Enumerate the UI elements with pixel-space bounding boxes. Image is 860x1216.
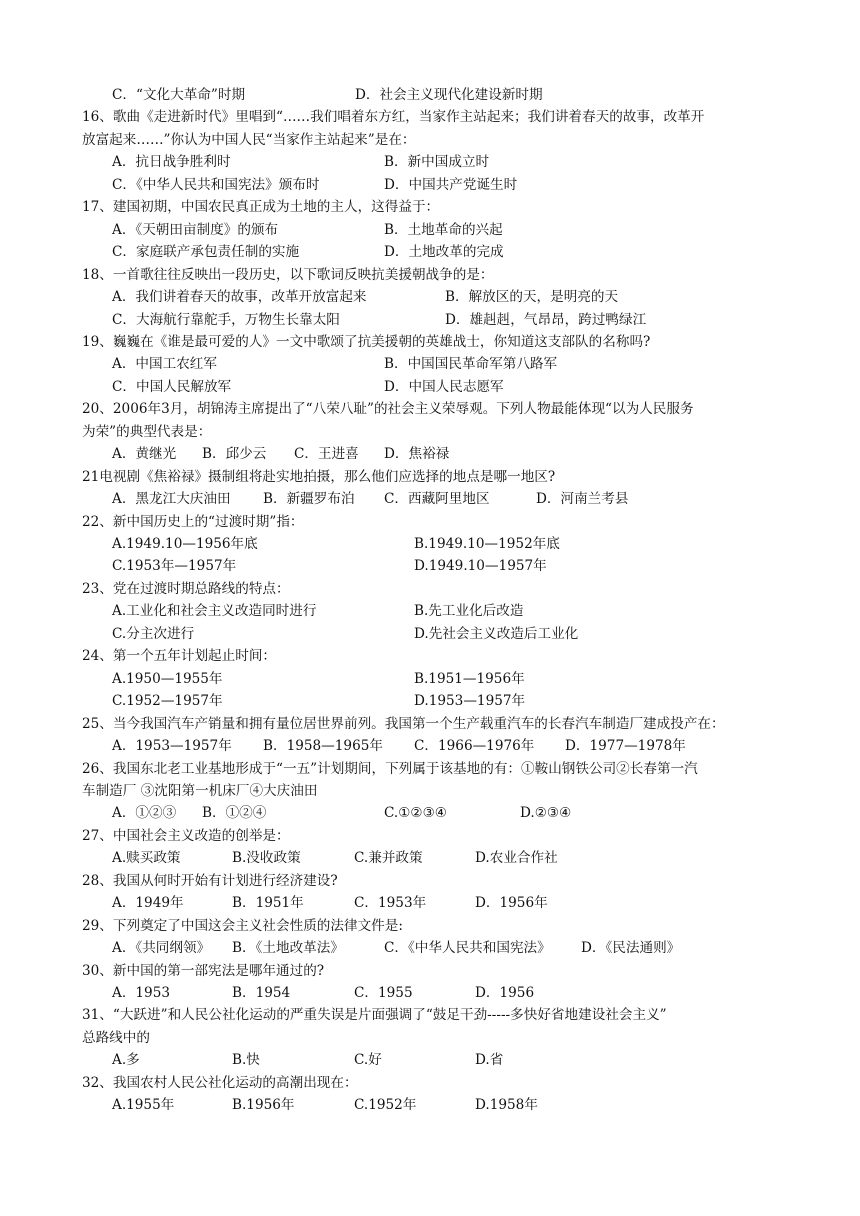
question-text: 22、新中国历史上的“过渡时期”指： xyxy=(82,513,304,530)
answer-option: B.1956年 xyxy=(232,1097,295,1114)
answer-option: A．我们讲着春天的故事，改革开放富起来 xyxy=(112,289,367,306)
answer-option: C.1952年 xyxy=(354,1097,417,1114)
answer-options-row xyxy=(112,892,812,914)
answer-option: D．1956年 xyxy=(475,895,548,912)
answer-option: A．黑龙江大庆油田 xyxy=(112,491,231,508)
answer-option: B.先工业化后改造 xyxy=(414,603,524,620)
answer-option: C.1952—1957年 xyxy=(112,693,223,710)
answer-option: D.省 xyxy=(475,1052,504,1069)
question-text: 16、歌曲《走进新时代》里唱到“……我们唱着东方红，当家作主站起来；我们讲着春天的故事，改革开 xyxy=(82,109,705,126)
answer-options-row xyxy=(112,802,812,824)
answer-options-row xyxy=(112,1049,812,1071)
answer-option: D.农业合作社 xyxy=(475,850,558,867)
answer-options-row xyxy=(112,982,812,1004)
answer-option: B．土地革命的兴起 xyxy=(384,221,503,238)
question-text: 18、一首歌往往反映出一段历史，以下歌词反映抗美援朝战争的是： xyxy=(82,266,494,283)
question-text: 21电视剧《焦裕禄》摄制组将赴实地拍摄，那么他们应选择的地点是哪一地区? xyxy=(82,468,556,485)
answer-option: C．大海航行靠舵手，万物生长靠太阳 xyxy=(112,311,340,328)
answer-option: C．西藏阿里地区 xyxy=(384,491,490,508)
answer-option: B.快 xyxy=(232,1052,260,1069)
answer-options-row xyxy=(112,241,812,263)
answer-options-row xyxy=(112,555,812,577)
answer-options-row xyxy=(112,443,812,465)
question-text: 28、我国从何时开始有计划进行经济建设? xyxy=(82,872,338,889)
answer-option: A．1949年 xyxy=(112,895,184,912)
answer-options-row xyxy=(112,286,812,308)
answer-option: C．王进喜 xyxy=(294,446,359,463)
answer-option: C．1966—1976年 xyxy=(414,738,535,755)
answer-option: D.1953—1957年 xyxy=(414,693,526,710)
answer-option: B．邱少云 xyxy=(202,446,267,463)
answer-options-row xyxy=(112,174,812,196)
answer-options-row xyxy=(112,1094,812,1116)
answer-option: B．1958—1965年 xyxy=(263,738,383,755)
answer-option: D.1958年 xyxy=(475,1097,538,1114)
answer-option: A．《天朝田亩制度》的颁布 xyxy=(112,221,279,238)
answer-option: D．土地改革的完成 xyxy=(384,244,504,261)
answer-option: A．中国工农红军 xyxy=(112,356,217,373)
answer-option: D.②③④ xyxy=(520,805,572,822)
answer-options-row xyxy=(112,151,812,173)
answer-option: D.先社会主义改造后工业化 xyxy=(414,625,579,642)
answer-option: D．1956 xyxy=(475,985,535,1001)
answer-option: A．黄继光 xyxy=(112,446,177,463)
answer-option: C．中国人民解放军 xyxy=(112,378,232,395)
answer-options-row xyxy=(112,668,812,690)
answer-option: C．《中华人民共和国宪法》 xyxy=(384,940,551,957)
question-text: 车制造厂 ③沈阳第一机床厂④大庆油田 xyxy=(82,782,318,799)
answer-options-row xyxy=(112,84,812,106)
answer-option: A.工业化和社会主义改造同时进行 xyxy=(112,603,317,620)
answer-option: B．中国国民革命军第八路军 xyxy=(384,356,558,373)
answer-option: C.兼并政策 xyxy=(354,850,423,867)
answer-option: C.好 xyxy=(354,1052,382,1069)
answer-option: B．新中国成立时 xyxy=(384,154,490,171)
question-text: 29、下列奠定了中国这会主义社会性质的法律文件是: xyxy=(82,917,403,934)
answer-options-row xyxy=(112,600,812,622)
answer-options-row xyxy=(112,623,812,645)
answer-option: C.①②③④ xyxy=(384,805,447,822)
question-text: 放富起来……”你认为中国人民“当家作主站起来”是在： xyxy=(82,131,416,148)
answer-option: C．1953年 xyxy=(354,895,427,912)
answer-option: B．新疆罗布泊 xyxy=(263,491,355,508)
question-text: 31、“大跃进”和人民公社化运动的严重失误是片面强调了“鼓足干劲-----多快好省地建设社会主义” xyxy=(82,1007,667,1024)
answer-option: D．焦裕禄 xyxy=(384,446,450,463)
answer-option: C．“文化大革命”时期 xyxy=(112,87,246,103)
answer-options-row xyxy=(112,488,812,510)
answer-option: A．1953 xyxy=(112,985,171,1001)
answer-option: B．1951年 xyxy=(232,895,304,912)
question-text: 23、党在过渡时期总路线的特点： xyxy=(82,580,290,597)
answer-option: B.没收政策 xyxy=(232,850,301,867)
answer-option: A．①②③ xyxy=(112,805,177,822)
answer-option: B.1949.10—1952年底 xyxy=(414,536,560,552)
question-text: 为荣”的典型代表是： xyxy=(82,423,212,440)
question-text: 26、我国东北老工业基地形成于“一五”计划期间，下列属于该基地的有：①鞍山钢铁公司②长春第一汽 xyxy=(82,760,698,777)
question-text: 25、当今我国汽车产销量和拥有量位居世界前列。我国第一个生产载重汽车的长春汽车制造厂建成投产在： xyxy=(82,715,725,732)
answer-option: C.分主次进行 xyxy=(112,625,195,642)
answer-options-row xyxy=(112,690,812,712)
answer-option: A.1949.10—1956年底 xyxy=(112,536,258,552)
answer-option: D．1977—1978年 xyxy=(565,738,686,755)
answer-option: A.赎买政策 xyxy=(112,850,181,867)
answer-options-row xyxy=(112,735,812,757)
answer-option: D．河南兰考县 xyxy=(536,491,629,508)
answer-options-row xyxy=(112,937,812,959)
question-text: 19、巍巍在《谁是最可爱的人》一文中歌颂了抗美援朝的英雄战士，你知道这支部队的名称吗? xyxy=(82,333,651,350)
answer-option: D.1949.10—1957年 xyxy=(414,558,547,575)
answer-options-row xyxy=(112,847,812,869)
answer-option: B．《土地改革法》 xyxy=(232,940,344,957)
answer-option: A.多 xyxy=(112,1052,140,1069)
question-text: 20、2006年3月，胡锦涛主席提出了“八荣八耻”的社会主义荣辱观。下列人物最能体现“以为人民服务 xyxy=(82,401,694,418)
answer-option: B．1954 xyxy=(232,985,291,1001)
answer-option: D．《民法通则》 xyxy=(581,940,681,957)
answer-option: C.1953年—1957年 xyxy=(112,558,237,575)
question-text: 30、新中国的第一部宪法是哪年通过的? xyxy=(82,962,325,979)
answer-options-row xyxy=(112,533,812,555)
question-text: 32、我国农村人民公社化运动的高潮出现在： xyxy=(82,1074,358,1091)
answer-option: A．《共同纲领》 xyxy=(112,940,211,957)
answer-options-row xyxy=(112,219,812,241)
answer-option: A．抗日战争胜利时 xyxy=(112,154,231,171)
answer-option: C．1955 xyxy=(354,985,413,1001)
answer-option: B.1951—1956年 xyxy=(414,670,525,687)
question-text: 27、中国社会主义改造的创举是： xyxy=(82,827,290,844)
answer-options-row xyxy=(112,309,812,331)
answer-options-row xyxy=(112,376,812,398)
answer-options-row xyxy=(112,353,812,375)
answer-option: D．雄赳赳，气昂昂，跨过鸭绿江 xyxy=(445,311,647,328)
answer-option: B．①②④ xyxy=(202,805,267,822)
answer-option: B．解放区的天，是明亮的天 xyxy=(445,289,619,306)
answer-option: A．1953—1957年 xyxy=(112,738,232,755)
answer-option: D．中国共产党诞生时 xyxy=(384,176,518,193)
answer-option: A.1950—1955年 xyxy=(112,670,223,687)
question-text: 总路线中的 xyxy=(82,1029,150,1046)
answer-option: A.1955年 xyxy=(112,1097,175,1114)
answer-option: D．社会主义现代化建设新时期 xyxy=(355,87,543,103)
answer-option: C．家庭联产承包责任制的实施 xyxy=(112,244,300,261)
answer-option: D．中国人民志愿军 xyxy=(384,378,504,395)
question-text: 17、建国初期，中国农民真正成为土地的主人，这得益于： xyxy=(82,199,440,216)
question-text: 24、第一个五年计划起止时间： xyxy=(82,648,277,665)
answer-option: C．《中华人民共和国宪法》颁布时 xyxy=(112,176,320,193)
